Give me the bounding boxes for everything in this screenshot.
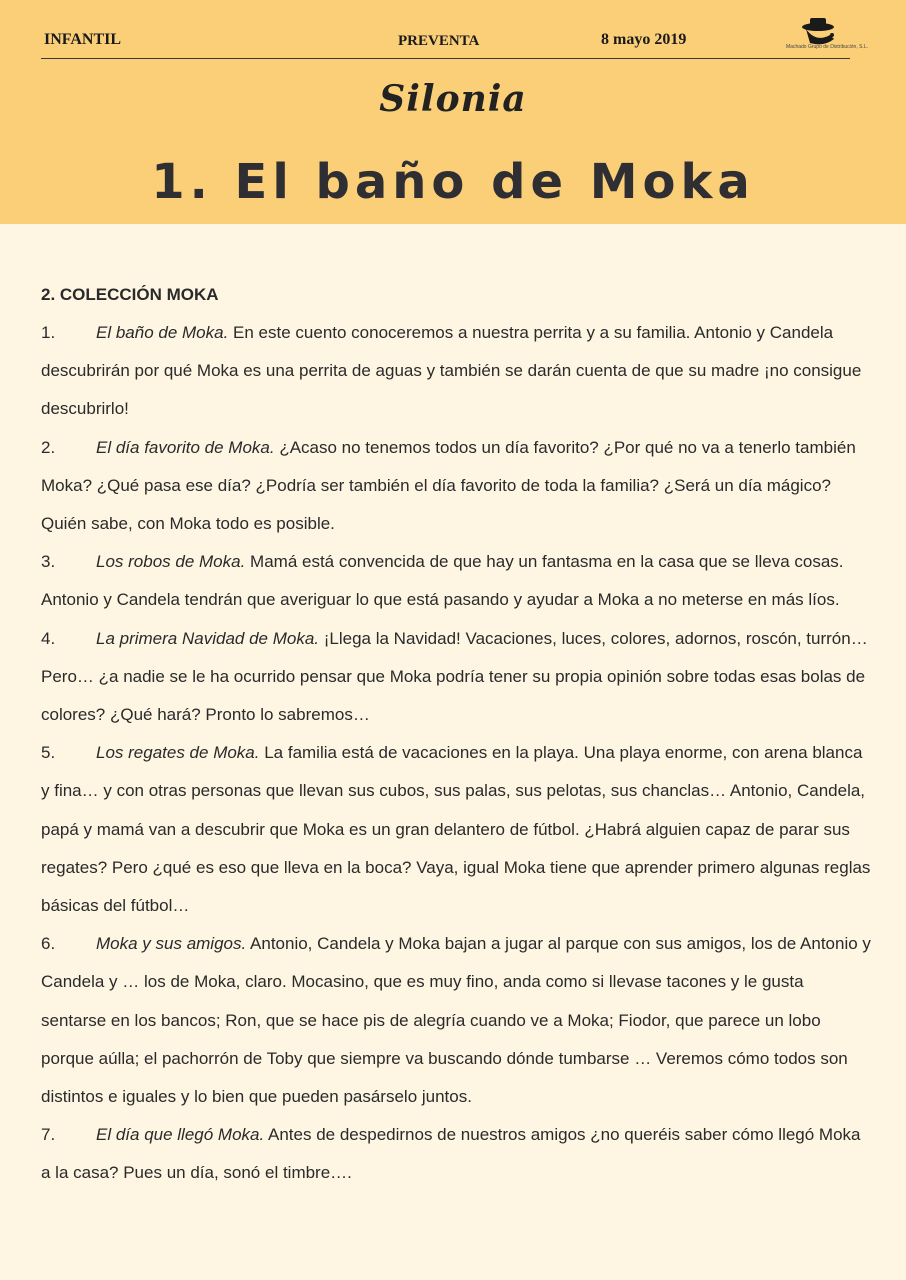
item-text: ¿Acaso no tenemos todos un día favorito? ¿Por qué no va a tenerlo también Moka? ¿Qué pasa ese día? ¿Podría ser también el día favorito de toda la familia? ¿Será un día mágico? Quién sabe, con Moka todo es posible. [41,437,856,534]
item-title: El baño de Moka. [96,323,229,342]
distributor-name: Machado Grupo de Distribución, S.L. [786,44,868,50]
section-title: 2. COLECCIÓN MOKA [41,285,219,304]
list-item: 4. La primera Navidad de Moka. ¡Llega la Navidad! Vacaciones, luces, colores, adornos, roscón, turrón… Pero… ¿a nadie se le ha ocurrido pensar que Moka podría tener su propia opinión sobre todas esas bolas de colores? ¿Qué hará? Pronto lo sabremos… [41,628,868,725]
item-text: Antonio, Candela y Moka bajan a jugar al parque con sus amigos, los de Antonio y Candela y … los de Moka, claro. Mocasino, que es muy fino, anda como si llevase tacones y le gusta sentarse en los bancos; Ron, que se hace pis de alegría cuando ve a Moka; Fiodor, que parece un lobo porque aúlla; el pachorrón de Toby que siempre va buscando dónde tumbarse … Veremos cómo todos son distintos e iguales y lo bien que pueden pasárselo juntos. [41,934,871,1107]
list-item: 7. El día que llegó Moka. Antes de despedirnos de nuestros amigos ¿no queréis saber cómo llegó Moka a la casa? Pues un día, sonó el timbre…. [41,1125,861,1183]
category-label: INFANTIL [44,31,122,48]
item-title: El día favorito de Moka. [96,437,275,457]
item-text: La familia está de vacaciones en la playa. Una playa enorme, con arena blanca y fina… y con otras personas que llevan sus cubos, sus palas, sus pelotas, sus chanclas… Antonio, Candela, papá y mamá van a descubrir que Moka es un gran delantero de fútbol. ¿Habrá alguien capaz de parar sus regates? Pero ¿qué es eso que lleva en la boca? Vaya, igual Moka tiene que aprender primero algunas reglas básicas del fútbol… [41,743,871,916]
item-title: Los robos de Moka. [96,552,246,572]
item-title: Los regates de Moka. [96,743,260,763]
header-divider [41,58,850,59]
date-label: 8 mayo 2019 [601,31,687,48]
item-text: ¡Llega la Navidad! Vacaciones, luces, colores, adornos, roscón, turrón… Pero… ¿a nadie se le ha ocurrido pensar que Moka podría tener su propia opinión sobre todas esas bolas de colores? ¿Qué hará? Pronto lo sabremos… [41,628,868,725]
brand-logo: Silonia [379,78,527,120]
list-item: 5. Los regates de Moka. La familia está de vacaciones en la playa. Una playa enorme, con arena blanca y fina… y con otras personas que llevan sus cubos, sus palas, sus pelotas, sus chanclas… Antonio, Candela, papá y mamá van a descubrir que Moka es un gran delantero de fútbol. ¿Habrá alguien capaz de parar sus regates? Pero ¿qué es eso que lleva en la boca? Vaya, igual Moka tiene que aprender primero algunas reglas básicas del fútbol… [41,743,871,916]
item-text: Mamá está convencida de que hay un fantasma en la casa que se lleva cosas. Antonio y Candela tendrán que averiguar lo que está pasando y ayudar a Moka a no meterse en más líos. [41,552,844,610]
item-title: El día que llegó Moka. [96,1125,265,1145]
list-item: 3. Los robos de Moka. Mamá está convencida de que hay un fantasma en la casa que se lleva cosas. Antonio y Candela tendrán que averiguar lo que está pasando y ayudar a Moka a no meterse en más líos. [41,552,844,610]
item-text: Antes de despedirnos de nuestros amigos ¿no queréis saber cómo llegó Moka a la casa? Pues un día, sonó el timbre…. [41,1125,861,1183]
header-band [0,0,906,224]
item-title: Moka y sus amigos. [96,934,247,954]
item-title: La primera Navidad de Moka. [96,628,320,648]
page-title: 1. El baño de Moka [151,154,755,210]
main-content [41,282,871,1193]
list-item: 1. El baño de Moka. En este cuento conoceremos a nuestra perrita y a su familia. Antonio y Candela descubrirán por qué Moka es una perrita de aguas y también se darán cuenta de que su madre ¡no consigue descubrirlo! [41,323,862,419]
status-label: PREVENTA [398,33,480,49]
list-item: 6. Moka y sus amigos. Antonio, Candela y Moka bajan a jugar al parque con sus amigos, los de Antonio y Candela y … los de Moka, claro. Mocasino, que es muy fino, anda como si llevase tacones y le gusta sentarse en los bancos; Ron, que se hace pis de alegría cuando ve a Moka; Fiodor, que parece un lobo porque aúlla; el pachorrón de Toby que siempre va buscando dónde tumbarse … Veremos cómo todos son distintos e iguales y lo bien que pueden pasárselo juntos. [41,934,871,1107]
list-item: 2. El día favorito de Moka. ¿Acaso no tenemos todos un día favorito? ¿Por qué no va a tenerlo también Moka? ¿Qué pasa ese día? ¿Podría ser también el día favorito de toda la familia? ¿Será un día mágico? Quién sabe, con Moka todo es posible. [41,437,856,534]
item-text: En este cuento conoceremos a nuestra perrita y a su familia. Antonio y Candela descubrirán por qué Moka es una perrita de aguas y también se darán cuenta de que su madre ¡no consigue descubrirlo! [41,323,862,419]
